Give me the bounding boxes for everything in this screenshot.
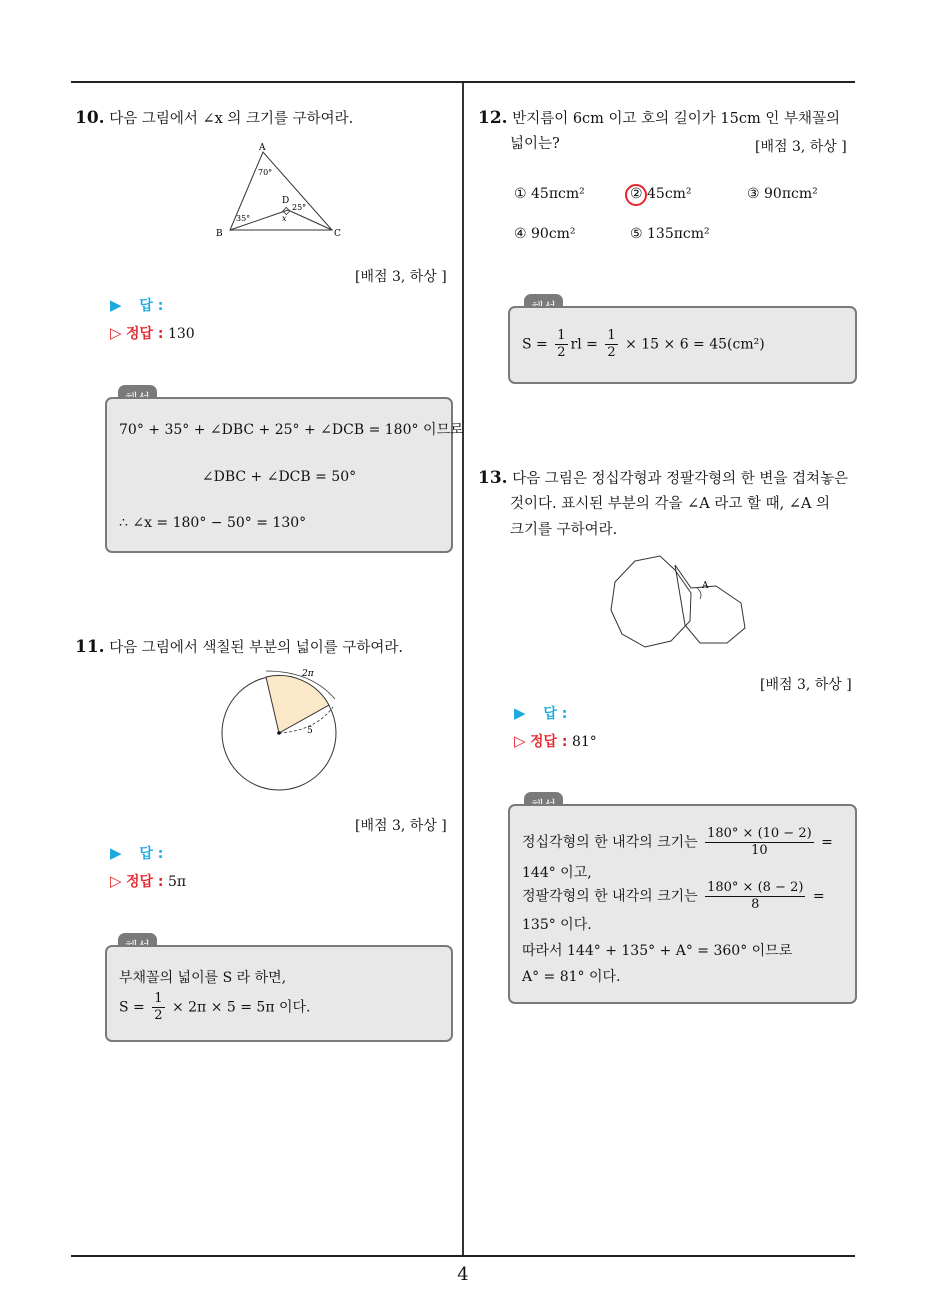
explanation-line: 135° 이다. bbox=[522, 917, 592, 933]
solution-value: 81° bbox=[571, 734, 597, 750]
explanation-formula bbox=[522, 328, 765, 361]
formula-part: 정십각형의 한 내각의 크기는 bbox=[522, 834, 698, 851]
explanation-line: ∴ ∠x = 180° − 50° = 130° bbox=[119, 515, 307, 531]
explanation-line: 따라서 144° + 135° + A° = 360° 이므로 bbox=[522, 943, 793, 959]
question-13 bbox=[478, 465, 848, 492]
question-text: 반지름이 6cm 이고 호의 길이가 15cm 인 부채꼴의 bbox=[512, 111, 840, 127]
answer-line bbox=[110, 843, 163, 863]
choice-2[interactable]: ② 45cm² bbox=[630, 186, 692, 202]
question-13-cont: 크기를 구하여라. bbox=[510, 522, 618, 538]
answer-line bbox=[514, 703, 567, 723]
explanation-formula bbox=[522, 826, 833, 859]
numerator: 180° × (8 − 2) bbox=[707, 880, 804, 895]
solution-value: 5π bbox=[167, 874, 187, 890]
question-number: 11. bbox=[75, 637, 105, 657]
answer-arrow-icon: ▶ bbox=[514, 704, 526, 722]
score-10: [배점 3, 하상 ] bbox=[355, 269, 447, 285]
fraction bbox=[555, 328, 567, 361]
label-B: B bbox=[216, 229, 223, 239]
explanation-line: 70° + 35° + ∠DBC + 25° + ∠DCB = 180° 이므로 bbox=[119, 422, 464, 438]
formula-part: rl = bbox=[570, 336, 598, 353]
answer-label: 답 : bbox=[139, 298, 164, 314]
label-A: A bbox=[259, 143, 266, 153]
answer-label: 답 : bbox=[139, 846, 164, 862]
question-10 bbox=[75, 105, 353, 132]
arc-label: 2π bbox=[302, 669, 314, 679]
angle-x: x bbox=[282, 214, 287, 223]
question-text: 다음 그림에서 ∠x 의 크기를 구하여라. bbox=[109, 111, 354, 127]
answer-label: 답 : bbox=[543, 706, 568, 722]
score-13: [배점 3, 하상 ] bbox=[760, 677, 852, 693]
fraction bbox=[152, 991, 164, 1024]
explanation-line: 부채꼴의 넓이를 S 라 하면, bbox=[119, 970, 287, 986]
explanation-formula bbox=[119, 991, 310, 1024]
question-12 bbox=[478, 105, 840, 132]
solution-label: 정답 : bbox=[530, 734, 568, 750]
denominator: 2 bbox=[154, 1008, 163, 1023]
formula-part: 정팔각형의 한 내각의 크기는 bbox=[522, 888, 698, 905]
explanation-line: 144° 이고, bbox=[522, 865, 592, 881]
question-11 bbox=[75, 634, 403, 661]
choice-1[interactable]: ① 45πcm² bbox=[514, 186, 585, 202]
answer-arrow-icon: ▶ bbox=[110, 844, 122, 862]
solution-label: 정답 : bbox=[126, 326, 164, 342]
explanation-line: A° = 81° 이다. bbox=[522, 969, 621, 985]
explanation-box bbox=[508, 804, 857, 1004]
question-text: 다음 그림은 정십각형과 정팔각형의 한 변을 겹쳐놓은 bbox=[512, 471, 848, 487]
page-number: 4 bbox=[457, 1264, 469, 1285]
triangle-figure bbox=[210, 140, 350, 240]
fraction bbox=[605, 328, 617, 361]
formula-part: = bbox=[812, 888, 825, 905]
answer-line bbox=[110, 295, 163, 315]
choice-3[interactable]: ③ 90πcm² bbox=[747, 186, 818, 202]
formula-part: × 2π × 5 = 5π 이다. bbox=[171, 999, 311, 1016]
bottom-rule bbox=[71, 1255, 855, 1257]
angle-35: 35° bbox=[236, 214, 251, 223]
question-number: 10. bbox=[75, 108, 105, 128]
denominator: 10 bbox=[751, 843, 768, 858]
question-number: 13. bbox=[478, 468, 508, 488]
numerator: 1 bbox=[154, 991, 163, 1006]
numerator: 1 bbox=[607, 328, 616, 343]
sector-figure bbox=[215, 663, 345, 793]
formula-part: × 15 × 6 = 45(cm²) bbox=[625, 336, 765, 353]
solution-arrow-icon: ▷ bbox=[110, 324, 122, 342]
question-number: 12. bbox=[478, 108, 508, 128]
denominator: 2 bbox=[607, 345, 616, 360]
angle-70: 70° bbox=[258, 168, 273, 177]
angle-25: 25° bbox=[292, 203, 307, 212]
solution-value: 130 bbox=[167, 326, 195, 342]
explanation-formula bbox=[522, 880, 825, 913]
question-text: 다음 그림에서 색칠된 부분의 넓이를 구하여라. bbox=[109, 640, 403, 656]
label-C: C bbox=[334, 229, 341, 239]
solution-label: 정답 : bbox=[126, 874, 164, 890]
solution-arrow-icon: ▷ bbox=[514, 732, 526, 750]
fraction bbox=[705, 826, 814, 859]
choice-5[interactable]: ⑤ 135πcm² bbox=[630, 226, 710, 242]
formula-part: = bbox=[821, 834, 833, 851]
label-D: D bbox=[282, 196, 290, 206]
radius-label: 5 bbox=[307, 726, 313, 736]
score-11: [배점 3, 하상 ] bbox=[355, 818, 447, 834]
formula-part: S = bbox=[522, 336, 548, 353]
selected-circle-mark bbox=[625, 184, 647, 206]
fraction bbox=[705, 880, 805, 913]
solution-line bbox=[110, 323, 195, 343]
explanation-box bbox=[105, 397, 464, 553]
column-divider bbox=[462, 83, 464, 1255]
formula-part: S = bbox=[119, 999, 145, 1016]
score-12: [배점 3, 하상 ] bbox=[755, 139, 847, 155]
numerator: 180° × (10 − 2) bbox=[707, 826, 812, 841]
choice-4[interactable]: ④ 90cm² bbox=[514, 226, 576, 242]
question-12-cont: 넓이는? bbox=[510, 136, 560, 152]
explanation-line: ∠DBC + ∠DCB = 50° bbox=[201, 469, 357, 485]
label-A: A bbox=[702, 581, 709, 591]
answer-arrow-icon: ▶ bbox=[110, 296, 122, 314]
solution-line bbox=[514, 731, 597, 751]
explanation-box bbox=[105, 945, 453, 1042]
denominator: 2 bbox=[557, 345, 566, 360]
solution-line bbox=[110, 871, 186, 891]
denominator: 8 bbox=[751, 897, 760, 912]
numerator: 1 bbox=[557, 328, 566, 343]
explanation-box bbox=[508, 306, 857, 384]
solution-arrow-icon: ▷ bbox=[110, 872, 122, 890]
question-13-cont: 것이다. 표시된 부분의 각을 ∠A 라고 할 때, ∠A 의 bbox=[510, 496, 831, 512]
polygons-figure bbox=[605, 548, 765, 648]
